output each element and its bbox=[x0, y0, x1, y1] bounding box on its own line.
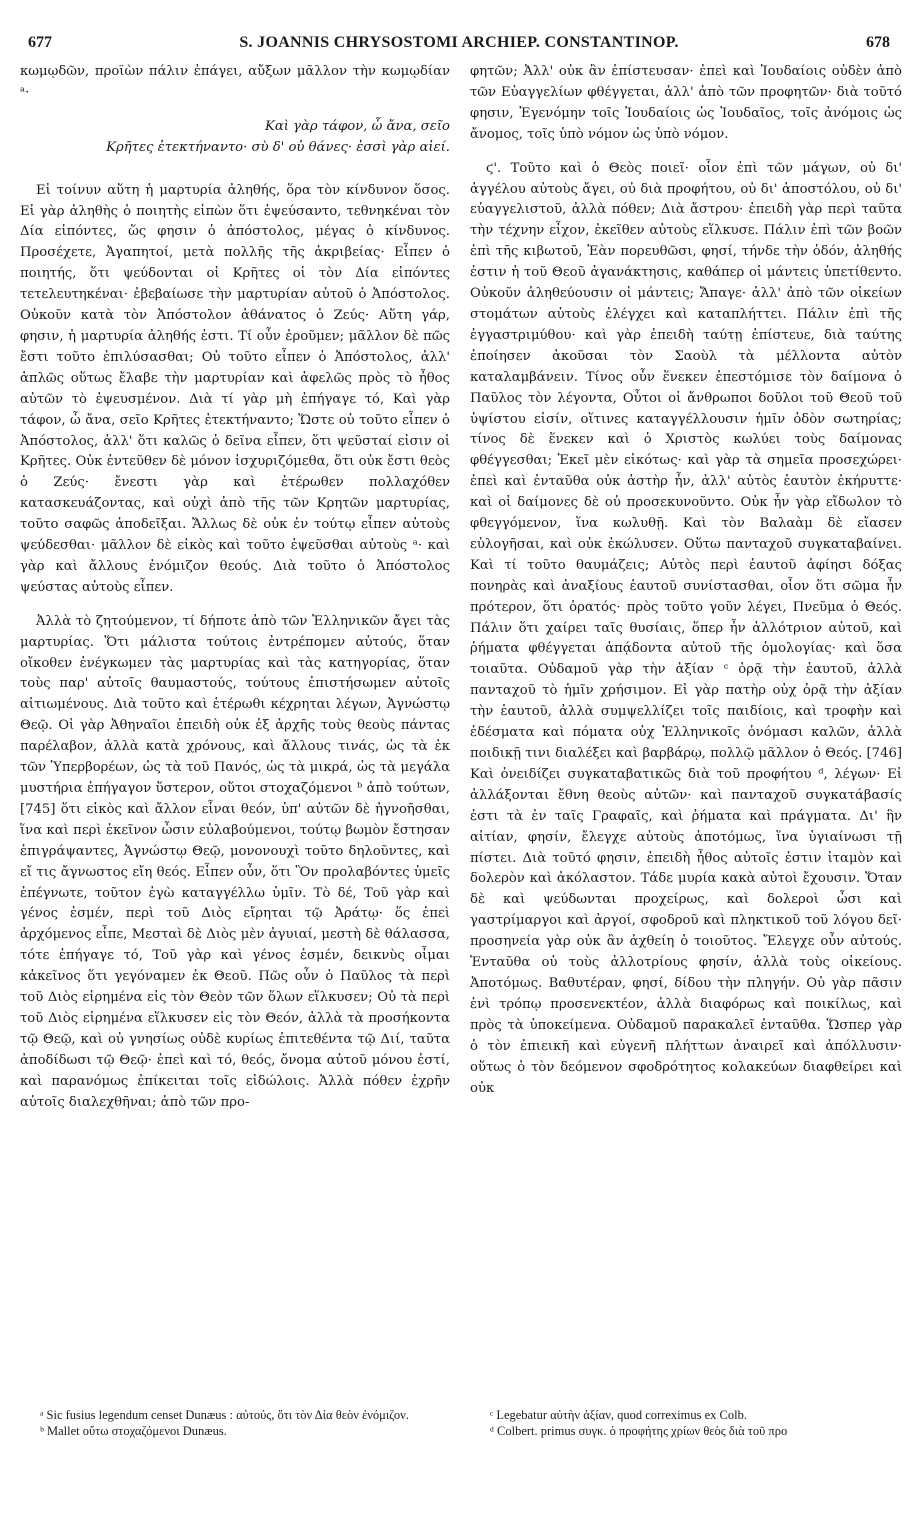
footnotes-right bbox=[490, 1407, 900, 1439]
page-number-right: 678 bbox=[866, 34, 890, 51]
verse-line-1: Καὶ γὰρ τάφον, ὦ ἄνα, σεῖο bbox=[265, 118, 450, 134]
running-title: S. JOANNIS CHRYSOSTOMI ARCHIEP. CONSTANTINOP. bbox=[239, 34, 679, 51]
footnote-b: ᵇ Mallet οὕτω στοχαζόμενοι Dunæus. bbox=[40, 1424, 227, 1438]
left-opening-text: κωμῳδῶν, προϊὼν πάλιν ἐπάγει, αὔξων μᾶλλον τὴν κωμῳδίαν ᵃ· bbox=[20, 64, 450, 100]
left-column bbox=[20, 62, 450, 1127]
right-paragraph-1: ϛ'. Τοῦτο καὶ ὁ Θεὸς ποιεῖ· οἷον ἐπὶ τῶν μάγων, οὐ δι' ἀγγέλου αὐτοὺς ἄγει, οὐ διὰ προφήτου, οὐ δι' ἀποστόλου, οὐ δι' εὐαγγελιστοῦ, ἀλλὰ πόθεν; Διὰ ἄστρου· ἐπειδὴ γὰρ περὶ ταῦτα τὴν τέχνην εἶχον, ἐκεῖθεν αὐτοὺς εἵλκυσε. Πάλιν ἐπὶ τῶν βοῶν ἐπὶ τῆς κιβωτοῦ, Ἐὰν πορευθῶσι, φησί, τήνδε τὴν ὁδόν, ἀληθής ἐστιν ἡ τοῦ Θεοῦ ἀγανάκτησις, καθάπερ οἱ μάντεις ὑπετίθεντο. Οὐκοῦν ἀληθεύουσιν οἱ μάντεις; Ἄπαγε· ἀλλ' ἀπὸ τῶν οἰκείων στομάτων αὐτοὺς ἐλέγχει καὶ καταπλήττει. Πάλιν ἐπὶ τῆς ἐγγαστριμύθου· καὶ γὰρ ἐπειδὴ ταύτῃ ἐπίστευε, διὰ ταύτης ἐποίησεν ἀκοῦσαι τὸν Σαοὺλ τὰ μέλλοντα αὐτὸν καταλαμβάνειν. Τίνος οὖν ἕνεκεν ἐπεστόμισε τὸν δαίμονα ὁ Παῦλος τὸν λέγοντα, Οὗτοι οἱ ἄνθρωποι δοῦλοι τοῦ Θεοῦ τοῦ ὑψίστου εἰσίν, οἵτινες καταγγέλλουσιν ἡμῖν ὁδὸν σωτηρίας; τίνος δὲ ἕνεκεν καὶ ὁ Χριστὸς κωλύει τοὺς δαίμονας φθέγγεσθαι; Ἐκεῖ μὲν εἰκότως· καὶ γὰρ τὰ σημεῖα προσεχώρει· ἐπεὶ καὶ ἐνταῦθα οὐκ ἀστὴρ ἦν, ἀλλ' αὐτὸς ἑαυτὸν ἐκήρυττε· καὶ οἱ δαίμονες δὲ οὐ προσεκυνοῦντο. Οὐκ ἦν γὰρ εἴδωλον τὸ φθεγγόμενον, ἵνα κωλυθῇ. Καὶ τὸν Βαλαὰμ δὲ εἴασεν εὐλογῆσαι, καὶ οὐκ ἐκώλυσεν. Οὕτω πανταχοῦ συγκαταβαίνει. Καὶ τί τοῦτο θαυμάζεις; Αὐτὸς περὶ ἑαυτοῦ ἀφίησι δόξας πονηρὰς καὶ ἀναξίους ἑαυτοῦ συνίστασθαι, οἷον ὅτι σῶμα ἦν πρότερον, ὅτι ὁρατός· πρὸς τοῦτο γοῦν λέγει, Πνεῦμα ὁ Θεός. Πάλιν ὅτι χαίρει ταῖς θυσίαις, ὅπερ ἦν ἀλλότριον αὐτοῦ, καὶ ῥήματα φθέγγεται ἀπᾴδοντα αὐτοῦ τῆς ὁμολογίας· καὶ ὅσα τοιαῦτα. Οὐδαμοῦ γὰρ τὴν ἀξίαν ᶜ ὁρᾷ τὴν ἑαυτοῦ, ἀλλὰ πανταχοῦ τὸ ἡμῖν χρήσιμον. Εἰ γὰρ πατὴρ οὐχ ὁρᾷ τὴν ἀξίαν τὴν ἑαυτοῦ, ἀλλὰ συμψελλίζει τοῖς παιδίοις, καὶ τροφὴν καὶ ἐδέσματα καὶ πόματα οὐχ Ἑλληνικοῖς ὀνόμασι καλῶν, ἀλλὰ ποιδικῇ τινι διαλέξει καὶ βαρβάρῳ, πολλῷ μᾶλλον ὁ Θεός. [746] Καὶ ὀνειδίζει συγκαταβατικῶς διὰ τοῦ προφήτου ᵈ, λέγων· Εἰ ἀλλάξονται ἔθνη θεοὺς αὐτῶν· καὶ πανταχοῦ συγκατάβασίς ἐστι τὰ ἐν ταῖς Γραφαῖς, καὶ ῥήματα καὶ πράγματα. Δι' ἣν αἰτίαν, φησίν, ἔλεγχε αὐτοὺς ἀποτόμως, ἵνα ὑγιαίνωσι τῇ πίστει. Διὰ τοῦτό φησιν, ἐπειδὴ ἦθος αὐτοῖς ἐστιν ἰταμὸν καὶ δολερὸν καὶ ἀκόλαστον. Τάδε μυρία κακὰ αὐτοὶ ἔχουσιν. Ὅταν δὲ καὶ ψεύδωνται προχείρως, καὶ δολεροὶ ὦσι καὶ γαστρίμαργοι καὶ ἀργοί, σφοδροῦ καὶ πληκτικοῦ τοῦ λόγου δεῖ· προσηνεία γὰρ οὐκ ἂν ἀχθείη ὁ τοιοῦτος. Ἔλεγχε οὖν αὐτούς. Ἐνταῦθα οὐ τοὺς ἀλλοτρίους φησίν, ἀλλὰ τοὺς οἰκείους. Ἀποτόμως. Βαθυτέραν, φησί, δίδου τὴν πληγήν. Οὐ γὰρ πᾶσιν ἑνὶ τρόπῳ προσενεκτέον, ἀλλὰ διαφόρως καὶ ποικίλως, καὶ πρὸς τὰ ὑποκείμενα. Οὐδαμοῦ παρακαλεῖ ἐνταῦθα. Ὥσπερ γὰρ ὁ τὸν ἐπιεικῆ καὶ εὐγενῆ πλήττων ἀναιρεῖ καὶ ἀπόλλυσιν· οὕτως ὁ τὸν δεόμενον σφοδρότητος κολακεύων διαφθείρει καὶ οὐκ bbox=[470, 160, 902, 1096]
right-column bbox=[470, 62, 902, 1112]
page-number-left: 677 bbox=[28, 34, 52, 51]
left-paragraph-2: Ἀλλὰ τὸ ζητούμενον, τί δήποτε ἀπὸ τῶν Ἑλληνικῶν ἄγει τὰς μαρτυρίας. Ὅτι μάλιστα τούτοις ἐντρέπομεν αὐτούς, ὅταν οἴκοθεν ἐνέγκωμεν τὰς μαρτυρίας καὶ τὰς κατηγορίας, ὅταν τοὺς παρ' αὐτοῖς θαυμαστούς, τούτους ἐπιστήσωμεν αὐτοῖς αἰτιωμένους. Διὰ τοῦτο καὶ ἑτέρωθι κέχρηται λέγων, Ἀγνώστῳ Θεῷ. Οἱ γὰρ Ἀθηναῖοι ἐπειδὴ οὐκ ἐξ ἀρχῆς τοὺς θεοὺς πάντας παρέλαβον, ἀλλὰ κατὰ χρόνους, καὶ ἄλλους τινάς, ὡς τὰ ἐκ τῶν Ὑπερβορέων, ὡς τὰ τοῦ Πανός, ὡς τὰ μικρά, ὡς τὰ μεγάλα μυστήρια ἐπήγαγον ὕστερον, οὕτοι στοχαζόμενοι ᵇ ἀπὸ τούτων, [745] ὅτι εἰκὸς καὶ ἄλλον εἶναι θεόν, ὑπ' αὐτῶν δὲ ἠγνοῆσθαι, ἵνα καὶ περὶ ἐκεῖνον ὦσιν εὐλαβούμενοι, τούτῳ βωμὸν ἔστησαν ἐπιγράψαντες, Ἀγνώστῳ Θεῷ, μονονουχὶ τοῦτο δηλοῦντες, καὶ εἴ τις ἄγνωστος εἴη θεός. Εἶπεν οὖν, ὅτι Ὃν προλαβόντες ὑμεῖς ἐπέγνωτε, τοῦτον ἐγὼ καταγγέλλω ὑμῖν. Τὸ δέ, Τοῦ γὰρ καὶ γένος ἐσμέν, περὶ τοῦ Διὸς εἴρηται τῷ Ἀράτῳ· ὅς ἐπεὶ ἀρχόμενος εἶπε, Μεσταὶ δὲ Διὸς μὲν ἀγυιαί, μεστὴ δὲ θάλασσα, τότε ἐπήγαγε τό, Τοῦ γὰρ καὶ γένος ἐσμέν, δεικνὺς οἶμαι κἀκεῖνος ὅτι γεγόναμεν ἐκ Θεοῦ. Πῶς οὖν ὁ Παῦλος τὰ περὶ τοῦ Διὸς εἰρημένα εἰς τὸν Θεὸν τῶν ὅλων εἵλκυσεν; Οὐ τὰ περὶ τοῦ Διὸς εἰρημένα εἵλκυσεν εἰς τὸν Θεόν, ἀλλὰ τὰ προσήκοντα τῷ Θεῷ, καὶ οὐ γνησίως οὐδὲ κυρίως ἐπιτεθέντα τῷ Διί, ταῦτα ἀποδίδωσι τῷ Θεῷ· ἐπεὶ καὶ τό, θεός, ὄνομα αὐτοῦ μόνου ἐστί, καὶ παρανόμως ἐπίκειται τοῖς εἰδώλοις. Ἀλλὰ πόθεν ἐχρῆν αὐτοῖς διαλεχθῆναι; ἀπὸ τῶν προ- bbox=[20, 613, 450, 1110]
verse-line-2: Κρῆτες ἐτεκτήναντο· σὺ δ' οὐ θάνες· ἐσσὶ γὰρ αἰεί. bbox=[106, 139, 450, 155]
verse-quotation bbox=[20, 117, 450, 159]
footnotes-left bbox=[40, 1407, 450, 1439]
page-header bbox=[28, 34, 890, 58]
right-opening-text: φητῶν; Ἀλλ' οὐκ ἂν ἐπίστευσαν· ἐπεὶ καὶ Ἰουδαίοις οὐδὲν ἀπὸ τῶν Εὐαγγελίων φθέγγεται, ἀλλ' ἀπὸ τῶν προφητῶν· διὰ τοῦτό φησιν, Ἐγενόμην τοῖς Ἰουδαίοις ὡς Ἰουδαῖος, τοῖς ἀνόμοις ὡς ἄνομος, τοῖς ὑπὸ νόμον ὡς ὑπὸ νόμον. bbox=[470, 64, 902, 142]
left-paragraph-1: Εἰ τοίνυν αὕτη ἡ μαρτυρία ἀληθής, ὅρα τὸν κίνδυνον ὅσος. Εἰ γὰρ ἀληθὴς ὁ ποιητὴς εἰπὼν ὅτι ἐψεύσαντο, τεθνηκέναι τὸν Δία εἰπόντες, ὥς φησιν ὁ ἀπόστολος, μέγας ὁ κίνδυνος. Προσέχετε, Ἀγαπητοί, μετὰ πολλῆς τῆς ἀκριβείας· Εἶπεν ὁ ποιητής, ὅτι ψεύδονται οἱ Κρῆτες οἱ τὸν Δία εἰπόντες τετελευτηκέναι· ἐβεβαίωσε τὴν μαρτυρίαν αὐτοῦ ὁ Ἀπόστολος. Οὐκοῦν κατὰ τὸν Ἀπόστολον ἀθάνατος ὁ Ζεύς· Αὕτη γάρ, φησιν, ἡ μαρτυρία ἀληθής ἐστι. Τί οὖν ἐροῦμεν; μᾶλλον δὲ πῶς ἔστι τοῦτο ἐπιλύσασθαι; Οὐ τοῦτο εἶπεν ὁ Ἀπόστολος, ἀλλ' ἁπλῶς οὕτως ἔλαβε τὴν μαρτυρίαν καὶ ἀφελῶς πρὸς τὸ ἦθος αὐτῶν τὸ ἐψευσμένον. Διὰ τί γὰρ μὴ ἐπήγαγε τό, Καὶ γὰρ τάφον, ὦ ἄνα, σεῖο Κρῆτες ἐτεκτήναντο; Ὥστε οὐ τοῦτο εἶπεν ὁ Ἀπόστολος, ἀλλ' ὅτι καλῶς ὁ δεῖνα εἶπεν, ὅτι ψεῦσταί εἰσιν οἱ Κρῆτες. Οὐκ ἐντεῦθεν δὲ μόνον ἰσχυριζόμεθα, ὅτι οὐκ ἔστι θεὸς ὁ Ζεύς· ἔνεστι γὰρ καὶ ἑτέρωθεν πολλαχόθεν κατασκευάζοντας, καὶ οὐχὶ ἀπὸ τῆς τῶν Κρητῶν μαρτυρίας, τοῦτο σαφῶς ἀποδεῖξαι. Ἄλλως δὲ οὐκ ἐν τούτῳ εἶπεν αὐτοὺς ψεύδεσθαι· μᾶλλον δὲ εἰκὸς καὶ τοῦτο ἐψεῦσθαι αὐτοὺς ᵃ· καὶ γὰρ καὶ ἄλλους ἐνόμιζον θεούς. Διὰ τοῦτο ὁ Ἀπόστολος ψεύστας αὐτοὺς εἶπεν. bbox=[20, 182, 450, 595]
footnote-c: ᶜ Legebatur αὐτὴν ἀξίαν, quod correximus ex Colb. bbox=[490, 1408, 747, 1422]
footnote-d: ᵈ Colbert. primus συγκ. ὁ προφήτης χρίων θεὸς διὰ τοῦ προ bbox=[490, 1424, 788, 1438]
footnote-a: ᵃ Sic fusius legendum censet Dunæus : αὐτούς, ὅτι τὸν Δία θεὸν ἐνόμιζον. bbox=[40, 1408, 409, 1422]
